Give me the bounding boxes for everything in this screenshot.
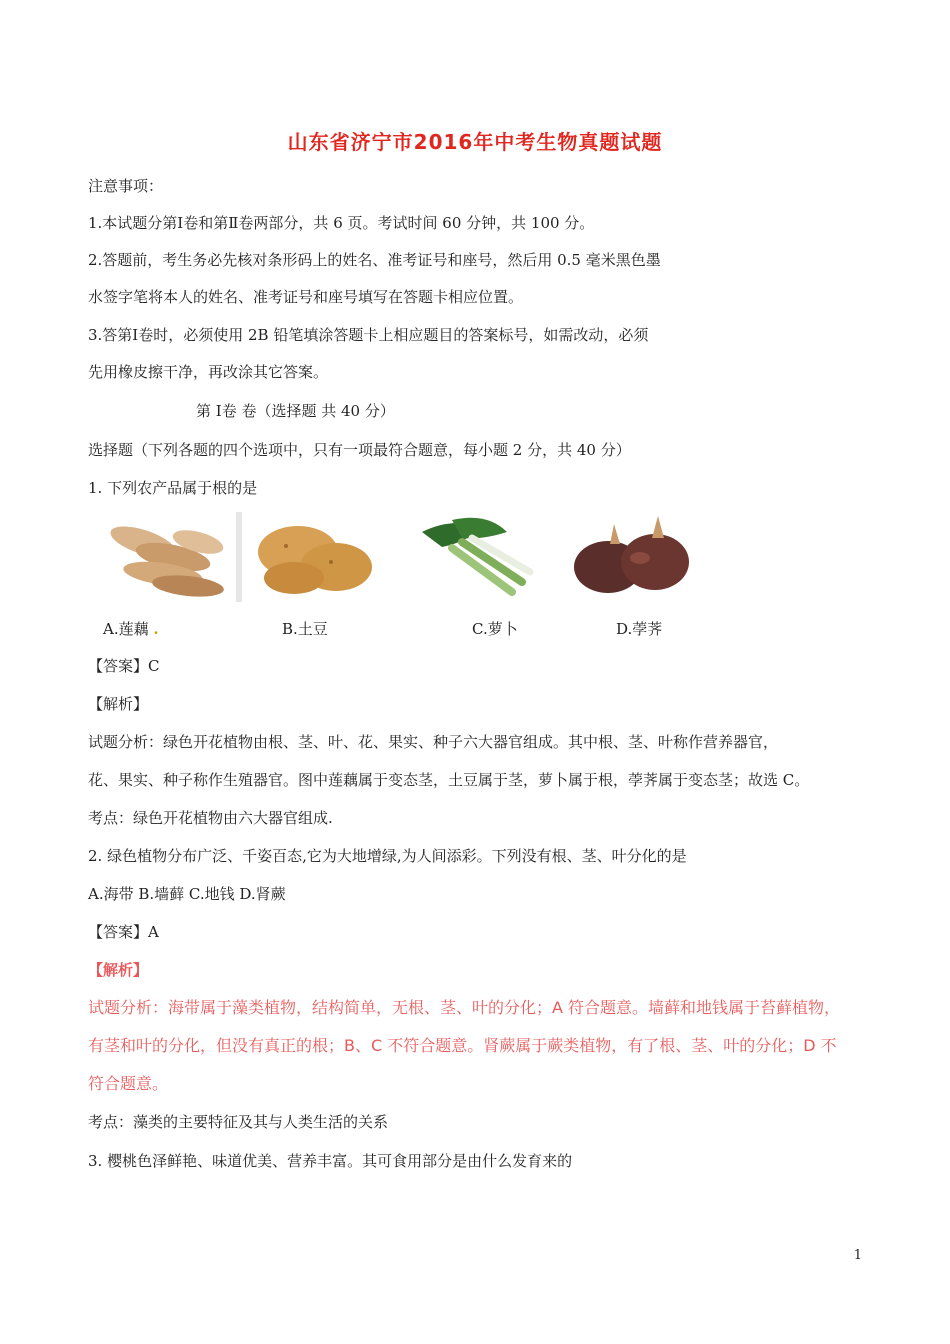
question-1: 1. 下列农产品属于根的是	[88, 479, 258, 497]
question-2: 2. 绿色植物分布广泛、千姿百态,它为大地增绿,为人间添彩。下列没有根、茎、叶分化的是	[88, 847, 687, 865]
q1-analysis-heading: 【解析】	[88, 695, 149, 713]
option-a-dot: .	[153, 620, 159, 638]
notice-item-2-line-2: 水签字笔将本人的姓名、准考证号和座号填写在答题卡相应位置。	[88, 288, 524, 306]
radish-image	[412, 512, 542, 602]
page-number: 1	[853, 1248, 862, 1263]
q1-analysis-line-1: 试题分析：绿色开花植物由根、茎、叶、花、果实、种子六大器官组成。其中根、茎、叶称作营养器官，	[88, 733, 779, 751]
section-instructions: 选择题（下列各题的四个选项中，只有一项最符合题意，每小题 2 分，共 40 分）	[88, 441, 631, 459]
option-b: B.土豆	[282, 620, 328, 638]
option-a	[103, 618, 159, 639]
notice-item-2-line-1: 2.答题前，考生务必先核对条形码上的姓名、准考证号和座号，然后用 0.5 毫米黑色墨	[88, 251, 661, 269]
q2-point: 考点：藻类的主要特征及其与人类生活的关系	[88, 1113, 389, 1131]
notice-item-1: 1.本试题分第Ⅰ卷和第Ⅱ卷两部分，共 6 页。考试时间 60 分钟，共 100 分。	[88, 214, 595, 232]
q2-analysis-line-2: 有茎和叶的分化，但没有真正的根；B、C 不符合题意。肾蕨属于蕨类植物，有了根、茎、叶的分化；D 不	[88, 1036, 837, 1055]
q1-analysis-line-2: 花、果实、种子称作生殖器官。图中莲藕属于变态茎，土豆属于茎，萝卜属于根，荸荠属于变态茎；故选 C。	[88, 771, 810, 789]
notice-heading: 注意事项：	[88, 177, 164, 195]
notice-item-3-line-1: 3.答第Ⅰ卷时，必须使用 2B 铅笔填涂答题卡上相应题目的答案标号，如需改动，必须	[88, 326, 649, 344]
q1-answer: 【答案】C	[88, 657, 160, 675]
water-chestnut-image	[570, 512, 700, 602]
option-a-label: A.莲藕	[103, 620, 149, 638]
section-title: 第 Ⅰ卷 卷（选择题 共 40 分）	[196, 402, 395, 420]
option-c: C.萝卜	[472, 620, 518, 638]
q2-analysis-line-3: 符合题意。	[88, 1074, 169, 1093]
q1-point: 考点：绿色开花植物由六大器官组成.	[88, 809, 333, 827]
option-d: D.荸荠	[616, 620, 663, 638]
q2-analysis-heading: 【解析】	[88, 961, 149, 979]
q2-answer: 【答案】A	[88, 923, 159, 941]
page-title: 山东省济宁市2016年中考生物真题试题	[287, 130, 663, 154]
notice-item-3-line-2: 先用橡皮擦干净，再改涂其它答案。	[88, 363, 329, 381]
question-3: 3. 樱桃色泽鲜艳、味道优美、营养丰富。其可食用部分是由什么发育来的	[88, 1152, 573, 1170]
q2-options: A.海带 B.墙藓 C.地钱 D.肾蕨	[88, 885, 286, 903]
potato-image	[236, 512, 366, 602]
q2-analysis-line-1: 试题分析：海带属于藻类植物，结构简单，无根、茎、叶的分化；A 符合题意。墙藓和地钱属于苔藓植物，	[88, 998, 841, 1017]
lotus-root-image	[103, 512, 233, 602]
